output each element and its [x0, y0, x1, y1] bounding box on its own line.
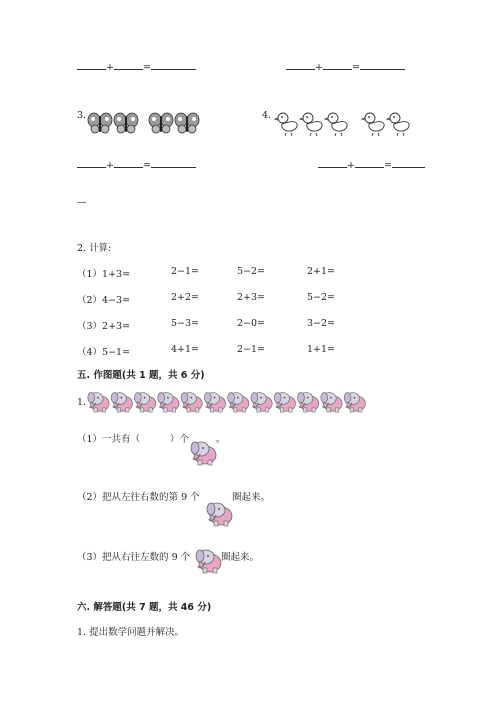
- butterfly-group: [86, 110, 216, 138]
- calc-item: 5−2=: [237, 266, 266, 277]
- calc-item: 2−1=: [171, 266, 200, 277]
- elephant-icon: [204, 393, 225, 413]
- elephant-icon: [298, 393, 319, 413]
- elephant-icon: [88, 393, 109, 413]
- elephant-icon: [196, 550, 221, 573]
- elephant-icon: [158, 393, 179, 413]
- calc-title: 2. 计算:: [77, 243, 112, 254]
- butterfly-icon: [114, 113, 138, 133]
- calc-item: 1+1=: [307, 344, 336, 355]
- answer-blank[interactable]: [77, 69, 106, 70]
- equals-sign: =: [351, 62, 360, 73]
- calc-item: （3）2+3=: [77, 321, 131, 332]
- equation-2: [286, 62, 405, 73]
- answer-blank[interactable]: [114, 167, 143, 168]
- calc-item: （4）5−1=: [77, 347, 131, 358]
- chick-icon: [325, 113, 347, 136]
- sub-question-3: （3）把从右往左数的 9 个: [77, 552, 191, 563]
- chick-group: [272, 110, 412, 138]
- elephant-icon: [134, 393, 155, 413]
- section-5-heading: 五. 作图题(共 1 题，共 6 分): [77, 370, 205, 381]
- wrapped-dash: —: [77, 197, 87, 208]
- question-number: 4.: [262, 110, 272, 121]
- butterfly-icon: [175, 113, 199, 133]
- answer-blank[interactable]: [360, 69, 405, 70]
- sub-question-1: （1）一共有（ ）个: [77, 434, 190, 445]
- answer-blank[interactable]: [355, 167, 384, 168]
- answer-blank[interactable]: [286, 69, 315, 70]
- butterfly-icon: [149, 113, 173, 133]
- answer-blank[interactable]: [114, 69, 143, 70]
- answer-blank[interactable]: [323, 69, 352, 70]
- calc-item: 2−1=: [237, 344, 266, 355]
- equals-sign: =: [142, 62, 151, 73]
- plus-sign: +: [106, 160, 114, 171]
- elephant-icon: [111, 393, 132, 413]
- elephant-icon: [251, 393, 272, 413]
- answer-blank[interactable]: [392, 167, 425, 168]
- plus-sign: +: [347, 160, 355, 171]
- calc-item: （1）1+3=: [77, 269, 131, 280]
- elephant-icon: [191, 442, 216, 465]
- plus-sign: +: [315, 62, 323, 73]
- sub2-suffix: 圈起来。: [232, 492, 271, 503]
- calc-item: 2−0=: [237, 318, 266, 329]
- elephant-row: [87, 390, 377, 416]
- answer-blank[interactable]: [151, 69, 196, 70]
- equation-3: [77, 160, 196, 171]
- section-6-heading: 六. 解答题(共 7 题，共 46 分): [77, 602, 212, 613]
- sub1-period: 。: [216, 434, 226, 445]
- sub-question-2: （2）把从左往右数的第 9 个: [77, 492, 200, 503]
- chick-icon: [387, 113, 409, 136]
- calc-item: （2）4−3=: [77, 295, 131, 306]
- elephant-icon: [228, 393, 249, 413]
- equation-4: [318, 160, 425, 171]
- equation-1: [77, 62, 196, 73]
- elephant-icon: [344, 393, 365, 413]
- calc-item: 2+1=: [307, 266, 336, 277]
- answer-blank[interactable]: [151, 167, 196, 168]
- sub3-suffix: 圈起来。: [221, 552, 260, 563]
- question-1: 1. 提出数学问题并解决。: [77, 627, 185, 638]
- chick-icon: [362, 113, 384, 136]
- elephant-icon: [321, 393, 342, 413]
- calc-item: 2+3=: [237, 292, 266, 303]
- calc-item: 5−3=: [171, 318, 200, 329]
- chick-icon: [275, 113, 297, 136]
- butterfly-icon: [88, 113, 112, 133]
- elephant-icon: [181, 393, 202, 413]
- question-number: 3.: [77, 110, 87, 121]
- calc-item: 3−2=: [307, 318, 336, 329]
- equals-sign: =: [383, 160, 392, 171]
- answer-blank[interactable]: [318, 167, 347, 168]
- question-number: 1.: [77, 397, 87, 408]
- calc-item: 2+2=: [171, 292, 200, 303]
- elephant-icon: [274, 393, 295, 413]
- chick-icon: [300, 113, 322, 136]
- plus-sign: +: [106, 62, 114, 73]
- calc-item: 4+1=: [171, 344, 200, 355]
- elephant-icon: [207, 503, 232, 526]
- equals-sign: =: [142, 160, 151, 171]
- answer-blank[interactable]: [77, 167, 106, 168]
- calc-item: 5−2=: [307, 292, 336, 303]
